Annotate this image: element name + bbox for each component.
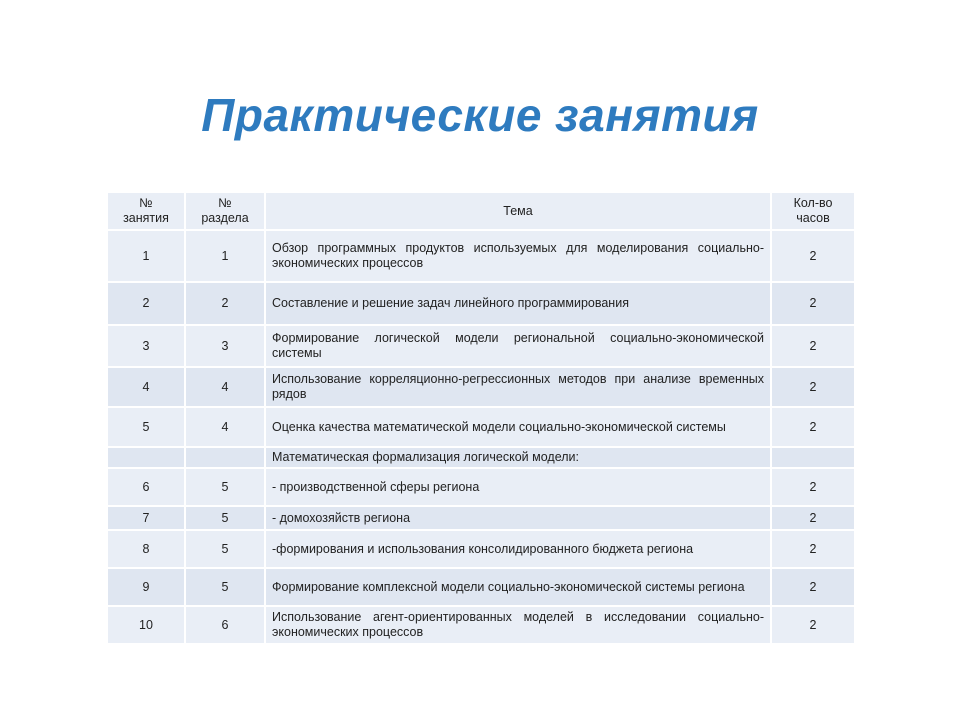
section-number: 1 (185, 230, 265, 282)
table-row (107, 367, 855, 407)
header-section-number-line1: № (218, 196, 232, 210)
header-section-number (185, 192, 265, 230)
table-row (107, 468, 855, 506)
table-row (107, 606, 855, 644)
section-number (185, 447, 265, 468)
lesson-number: 7 (107, 506, 185, 530)
table-row (107, 407, 855, 447)
topic: -формирования и использования консолидированного бюджета региона (265, 530, 771, 568)
lesson-number: 8 (107, 530, 185, 568)
table-row (107, 230, 855, 282)
topic: - домохозяйств региона (265, 506, 771, 530)
topic: Использование агент-ориентированных моделей в исследовании социально-экономических процессов (265, 606, 771, 644)
lesson-number: 9 (107, 568, 185, 606)
section-number: 4 (185, 367, 265, 407)
topic: Формирование логической модели региональной социально-экономической системы (265, 325, 771, 367)
lesson-number: 4 (107, 367, 185, 407)
lesson-number: 1 (107, 230, 185, 282)
lesson-number: 6 (107, 468, 185, 506)
header-lesson-number-line1: № (139, 196, 153, 210)
hours: 2 (771, 230, 855, 282)
table-row (107, 568, 855, 606)
header-lesson-number (107, 192, 185, 230)
table-row (107, 282, 855, 325)
topic: Использование корреляционно-регрессионных методов при анализе временных рядов (265, 367, 771, 407)
hours: 2 (771, 506, 855, 530)
lesson-number: 5 (107, 407, 185, 447)
header-hours-line2: часов (796, 211, 830, 225)
header-lesson-number-line2: занятия (123, 211, 169, 225)
table-row (107, 447, 855, 468)
lessons-table (106, 191, 856, 645)
hours: 2 (771, 606, 855, 644)
section-number: 4 (185, 407, 265, 447)
hours: 2 (771, 530, 855, 568)
topic: Оценка качества математической модели социально-экономической системы (265, 407, 771, 447)
hours: 2 (771, 568, 855, 606)
topic: Формирование комплексной модели социально-экономической системы региона (265, 568, 771, 606)
header-hours (771, 192, 855, 230)
table-header-row (107, 192, 855, 230)
section-number: 6 (185, 606, 265, 644)
table-row (107, 325, 855, 367)
lesson-number: 10 (107, 606, 185, 644)
lesson-number: 2 (107, 282, 185, 325)
topic-subheading: Математическая формализация логической модели: (265, 447, 771, 468)
topic: Составление и решение задач линейного программирования (265, 282, 771, 325)
section-number: 5 (185, 568, 265, 606)
header-section-number-line2: раздела (201, 211, 249, 225)
topic: Обзор программных продуктов используемых для моделирования социально-экономических процессов (265, 230, 771, 282)
lesson-number (107, 447, 185, 468)
hours: 2 (771, 367, 855, 407)
section-number: 5 (185, 468, 265, 506)
hours: 2 (771, 325, 855, 367)
hours: 2 (771, 282, 855, 325)
section-number: 5 (185, 530, 265, 568)
table-row (107, 530, 855, 568)
section-number: 2 (185, 282, 265, 325)
hours (771, 447, 855, 468)
hours: 2 (771, 407, 855, 447)
slide-title: Практические занятия (201, 89, 759, 141)
section-number: 3 (185, 325, 265, 367)
hours: 2 (771, 468, 855, 506)
lesson-number: 3 (107, 325, 185, 367)
section-number: 5 (185, 506, 265, 530)
header-topic: Тема (265, 192, 771, 230)
table-row (107, 506, 855, 530)
topic: - производственной сферы региона (265, 468, 771, 506)
header-hours-line1: Кол-во (793, 196, 833, 210)
